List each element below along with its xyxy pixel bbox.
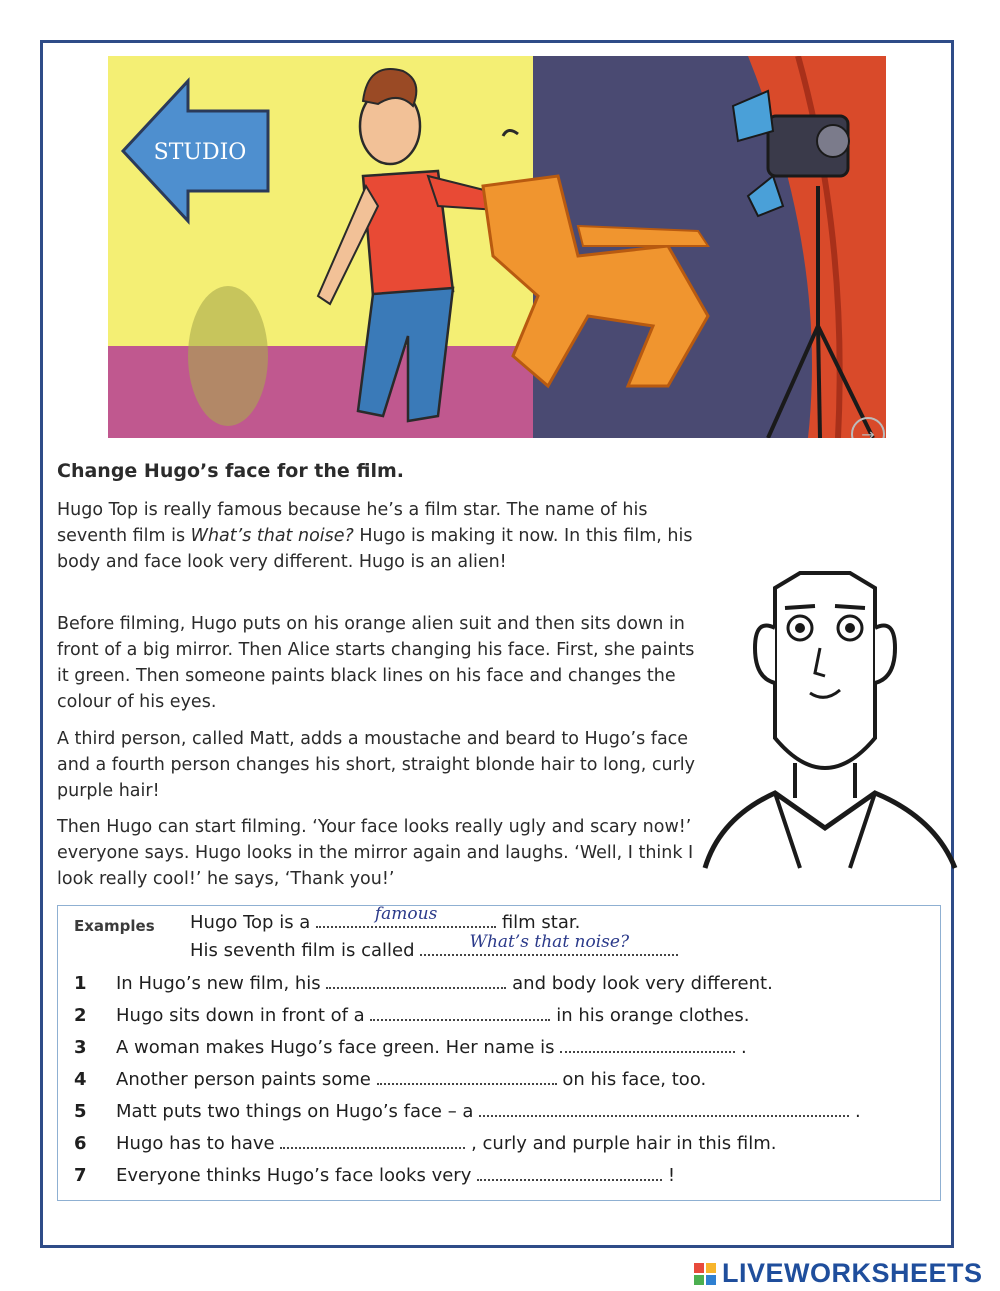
hugo-face-drawing — [700, 568, 960, 878]
question-6: Hugo has to have , curly and purple hair in this film. — [116, 1133, 777, 1154]
svg-text:→: → — [861, 425, 875, 438]
answer-input-4[interactable] — [377, 1069, 557, 1085]
studio-illustration — [108, 56, 886, 438]
answer-input-5[interactable] — [479, 1101, 849, 1117]
svg-text:STUDIO: STUDIO — [153, 140, 247, 165]
example-1: Hugo Top is a famous film star. — [190, 904, 581, 933]
question-4: Another person paints some on his face, too. — [116, 1069, 707, 1090]
answer-input-1[interactable] — [326, 973, 506, 989]
paragraph-2: Before filming, Hugo puts on his orange alien suit and then sits down in front of a big mirror. Then Alice starts changing his face. First, she paints it green. Then someone paints black lines on his face and changes the colour of his eyes. — [57, 614, 695, 712]
examples-label: Examples — [74, 917, 155, 935]
question-5: Matt puts two things on Hugo’s face – a . — [116, 1101, 861, 1122]
question-2: Hugo sits down in front of a in his orange clothes. — [116, 1005, 750, 1026]
logo-text: LIVEWORKSHEETS — [722, 1258, 983, 1288]
answer-input-3[interactable] — [560, 1037, 735, 1053]
answer-input-2[interactable] — [370, 1005, 550, 1021]
question-7: Everyone thinks Hugo’s face looks very ! — [116, 1165, 676, 1186]
question-number: 6 — [74, 1133, 87, 1154]
paragraph-1: Hugo Top is really famous because he’s a film star. The name of his seventh film is What’s that noise? Hugo is making it now. In this film, his body and face look very different. Hugo is an alien! — [57, 500, 693, 572]
paragraph-3: A third person, called Matt, adds a moustache and beard to Hugo’s face and a fourth person changes his short, straight blonde hair to long, curly purple hair! — [57, 729, 695, 801]
example-1-answer-blank: famous — [316, 912, 496, 928]
question-number: 4 — [74, 1069, 87, 1090]
example-2-answer-blank: What’s that noise? — [420, 940, 678, 956]
logo-blocks-icon — [694, 1263, 716, 1285]
question-number: 1 — [74, 973, 87, 994]
liveworksheets-logo — [694, 1258, 983, 1289]
question-3: A woman makes Hugo’s face green. Her name is . — [116, 1037, 747, 1058]
paragraph-4: Then Hugo can start filming. ‘Your face looks really ugly and scary now!’ everyone says. Hugo looks in the mirror again and laughs. ‘Well, I think I look really cool!’ he says, ‘Thank you!’ — [57, 817, 694, 889]
question-number: 5 — [74, 1101, 87, 1122]
question-number: 2 — [74, 1005, 87, 1026]
article-title: Change Hugo’s face for the film. — [57, 460, 405, 482]
answer-input-6[interactable] — [280, 1133, 465, 1149]
example-2: His seventh film is called What’s that noise? — [190, 940, 678, 961]
question-1: In Hugo’s new film, his and body look very different. — [116, 973, 773, 994]
question-number: 7 — [74, 1165, 87, 1186]
question-number: 3 — [74, 1037, 87, 1058]
answer-input-7[interactable] — [477, 1165, 662, 1181]
